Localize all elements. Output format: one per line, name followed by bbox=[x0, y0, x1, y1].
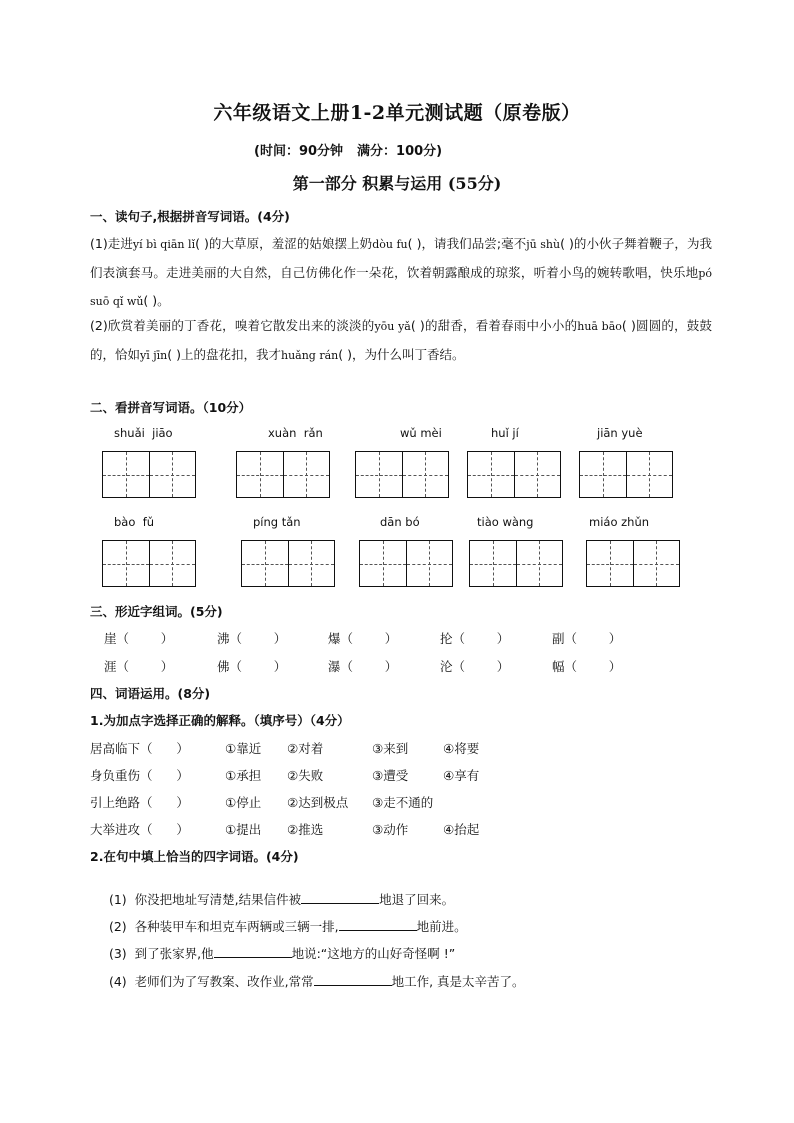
writing-grid[interactable] bbox=[102, 451, 196, 498]
writing-grid[interactable] bbox=[467, 451, 561, 498]
pinyin-label: wǔ mèi bbox=[400, 426, 442, 440]
writing-grid[interactable] bbox=[355, 451, 449, 498]
word-group-item[interactable]: 瀑（ ） bbox=[328, 659, 398, 674]
choice-word[interactable]: 身负重伤（ ） bbox=[90, 768, 189, 783]
pinyin-label: píng tǎn bbox=[253, 515, 301, 529]
choice-option: ③走不通的 bbox=[372, 795, 434, 810]
writing-grid[interactable] bbox=[241, 540, 335, 587]
word-group-item[interactable]: 佛（ ） bbox=[217, 659, 287, 674]
choice-option: ④将要 bbox=[443, 741, 480, 756]
choice-option: ②推选 bbox=[287, 822, 324, 837]
fill-sentence: (1) 你没把地址写清楚,结果信件被 地退了回来。 bbox=[108, 892, 455, 907]
choice-option: ①承担 bbox=[225, 768, 262, 783]
writing-grid[interactable] bbox=[359, 540, 453, 587]
fill-sentence: (3) 到了张家界,他 地说:“这地方的山好奇怪啊 !” bbox=[108, 946, 456, 961]
choice-word[interactable]: 引上绝路（ ） bbox=[90, 795, 189, 810]
pinyin-label: shuǎi jiāo bbox=[114, 426, 173, 440]
fill-sentence: (4) 老师们为了写教案、改作业,常常 地工作, 真是太辛苦了。 bbox=[108, 974, 525, 989]
choice-word[interactable]: 大举进攻（ ） bbox=[90, 822, 189, 837]
section3-title: 三、形近字组词。(5分) bbox=[90, 604, 223, 619]
choice-option: ①提出 bbox=[225, 822, 262, 837]
word-group-item[interactable]: 沦（ ） bbox=[440, 659, 510, 674]
choice-option: ②失败 bbox=[287, 768, 324, 783]
choice-option: ②对着 bbox=[287, 741, 324, 756]
word-group-item[interactable]: 崖（ ） bbox=[104, 631, 174, 646]
choice-option: ①靠近 bbox=[225, 741, 262, 756]
choice-option: ③来到 bbox=[372, 741, 409, 756]
pinyin-label: xuàn rǎn bbox=[268, 426, 323, 440]
part-title: 第一部分 积累与运用 (55分) bbox=[292, 174, 502, 193]
choice-option: ③动作 bbox=[372, 822, 409, 837]
word-group-item[interactable]: 抡（ ） bbox=[440, 631, 510, 646]
choice-word[interactable]: 居高临下（ ） bbox=[90, 741, 189, 756]
page-title: 六年级语文上册1-2单元测试题（原卷版） bbox=[213, 102, 581, 124]
q1-title: 1.为加点字选择正确的解释。（填序号）（4分） bbox=[90, 713, 350, 728]
pinyin-label: dān bó bbox=[380, 515, 420, 529]
writing-grid[interactable] bbox=[469, 540, 563, 587]
section4-title: 四、词语运用。(8分) bbox=[90, 686, 211, 701]
exam-time: (时间：90分钟 bbox=[254, 144, 344, 159]
exam-info bbox=[254, 140, 442, 159]
choice-option: ④抬起 bbox=[443, 822, 480, 837]
writing-grid[interactable] bbox=[579, 451, 673, 498]
section2-title: 二、看拼音写词语。（10分） bbox=[90, 400, 252, 415]
pinyin-label: bào fǔ bbox=[114, 515, 155, 529]
pinyin-label: miáo zhǔn bbox=[589, 515, 650, 529]
pinyin-label: huǐ jí bbox=[491, 426, 519, 440]
exam-score: 满分：100分) bbox=[357, 144, 443, 159]
section1-title: 一、读句子,根据拼音写词语。(4分) bbox=[90, 209, 290, 224]
choice-option: ②达到极点 bbox=[287, 795, 349, 810]
q2-title: 2.在句中填上恰当的四字词语。(4分) bbox=[90, 849, 299, 864]
fill-sentence: (2) 各种装甲车和坦克车两辆或三辆一排, 地前进。 bbox=[108, 919, 467, 934]
writing-grid[interactable] bbox=[236, 451, 330, 498]
writing-grid[interactable] bbox=[586, 540, 680, 587]
word-group-item[interactable]: 涯（ ） bbox=[104, 659, 174, 674]
word-group-item[interactable]: 幅（ ） bbox=[552, 659, 622, 674]
choice-option: ④享有 bbox=[443, 768, 480, 783]
section1-paragraph2: (2)欣赏着美丽的丁香花，嗅着它散发出来的淡淡的yōu yǎ( )的甜香，看着春雨中小小的huā bāo( )圆圆的，鼓鼓的，恰如yī jīn( )上的盘花扣，我才huǎng rán( )，为什么叫丁香结。 bbox=[90, 318, 712, 362]
fill-blank[interactable] bbox=[314, 973, 392, 986]
word-group-item[interactable]: 沸（ ） bbox=[217, 631, 287, 646]
word-group-item[interactable]: 副（ ） bbox=[552, 631, 622, 646]
pinyin-label: tiào wàng bbox=[477, 515, 534, 529]
choice-option: ③遭受 bbox=[372, 768, 409, 783]
writing-grid[interactable] bbox=[102, 540, 196, 587]
pinyin-label: jiān yuè bbox=[597, 426, 643, 440]
section1-paragraph1: (1)走进yí bì qiān lǐ( )的大草原，羞涩的姑娘摆上奶dòu fu( )，请我们品尝;毫不jū shù( )的小伙子舞着鞭子，为我们表演套马。走进美丽的大自然，自己仿佛化作一朵花，饮着朝露酿成的琼浆，听着小鸟的婉转歌唱，快乐地pó suō qǐ wǔ( )。 bbox=[90, 236, 713, 308]
choice-option: ①停止 bbox=[225, 795, 262, 810]
word-group-item[interactable]: 爆（ ） bbox=[328, 631, 398, 646]
